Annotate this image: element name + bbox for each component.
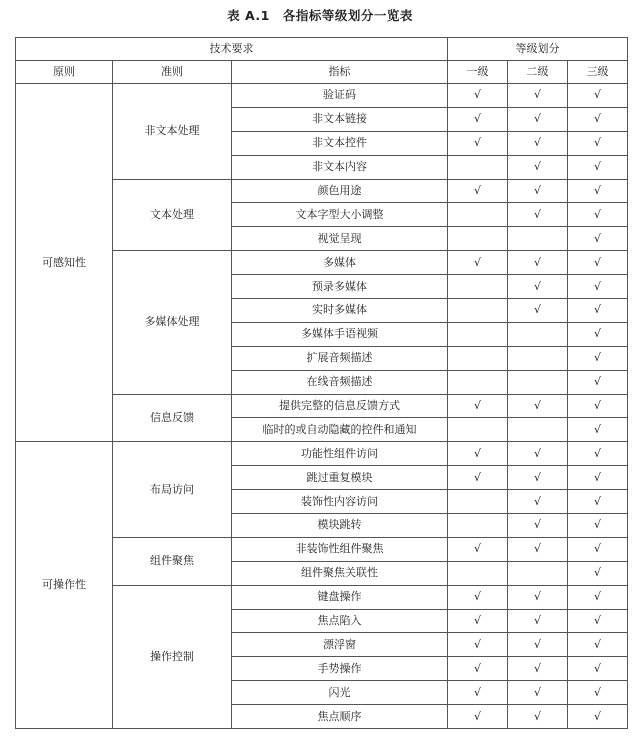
check-mark-icon: √ [533,279,541,293]
level-3-cell [568,346,628,370]
level-2-cell [508,84,568,108]
indicator-cell: 手势操作 [232,657,448,681]
check-mark-icon: √ [473,112,481,126]
guideline-cell: 文本处理 [113,179,232,251]
check-mark-icon: √ [473,255,481,269]
guideline-cell: 组件聚焦 [113,537,232,585]
level-2-cell [508,203,568,227]
level-3-cell [568,418,628,442]
check-mark-icon: √ [593,112,601,126]
level-2-cell [508,346,568,370]
level-2-cell [508,466,568,490]
table-row [16,84,628,108]
level-3-cell [568,155,628,179]
level-2-cell [508,251,568,275]
indicator-cell: 非文本控件 [232,131,448,155]
check-mark-icon: √ [593,184,601,197]
check-mark-icon: √ [473,637,481,651]
indicator-cell: 多媒体 [232,251,448,275]
level-3-cell [568,705,628,729]
level-1-cell [448,561,508,585]
guideline-cell: 操作控制 [113,585,232,728]
level-2-cell [508,107,568,131]
level-1-cell [448,466,508,490]
level-3-cell [568,299,628,323]
level-2-cell [508,179,568,203]
indicator-cell: 非文本链接 [232,107,448,131]
check-mark-icon: √ [593,709,601,723]
level-1-cell [448,537,508,561]
check-mark-icon: √ [533,661,541,675]
check-mark-icon: √ [533,112,541,126]
guideline-cell: 布局访问 [113,442,232,538]
indicator-cell: 焦点顺序 [232,705,448,729]
check-mark-icon: √ [533,184,541,197]
check-mark-icon: √ [533,303,541,317]
check-mark-icon: √ [593,399,601,413]
check-mark-icon: √ [593,590,601,604]
header-row-2 [16,61,628,84]
level-1-cell [448,418,508,442]
level-2-cell [508,657,568,681]
guideline-cell: 信息反馈 [113,394,232,442]
level-1-cell [448,322,508,346]
check-mark-icon: √ [593,136,601,150]
indicator-cell: 组件聚焦关联性 [232,561,448,585]
level-2-cell [508,585,568,609]
indicator-cell: 提供完整的信息反馈方式 [232,394,448,418]
level-2-cell [508,155,568,179]
check-mark-icon: √ [533,207,541,221]
check-mark-icon: √ [533,494,541,508]
level-3-cell [568,275,628,299]
check-mark-icon: √ [593,566,601,580]
indicator-cell: 临时的或自动隐藏的控件和通知 [232,418,448,442]
check-mark-icon: √ [533,614,541,628]
level-2-header: 二级 [508,61,568,84]
check-mark-icon: √ [473,184,481,197]
level-2-cell [508,418,568,442]
indicator-cell: 非装饰性组件聚焦 [232,537,448,561]
indicator-cell: 实时多媒体 [232,299,448,323]
check-mark-icon: √ [533,160,541,174]
level-2-cell [508,561,568,585]
guideline-header: 准则 [113,61,232,84]
level-2-cell [508,227,568,251]
level-3-cell [568,322,628,346]
check-mark-icon: √ [533,685,541,699]
level-1-cell [448,346,508,370]
level-1-cell [448,442,508,466]
check-mark-icon: √ [473,661,481,675]
check-mark-icon: √ [473,590,481,604]
check-mark-icon: √ [533,446,541,460]
check-mark-icon: √ [593,88,601,102]
level-2-cell [508,131,568,155]
indicator-cell: 扩展音频描述 [232,346,448,370]
check-mark-icon: √ [473,470,481,484]
level-3-cell [568,203,628,227]
level-1-cell [448,585,508,609]
level-1-cell [448,131,508,155]
check-mark-icon: √ [593,255,601,269]
level-1-cell [448,203,508,227]
level-1-cell [448,251,508,275]
check-mark-icon: √ [593,422,601,436]
level-3-cell [568,490,628,514]
level-1-cell [448,681,508,705]
level-table [15,37,628,729]
principle-cell: 可感知性 [16,84,113,442]
level-2-cell [508,299,568,323]
check-mark-icon: √ [533,542,541,556]
level-2-cell [508,490,568,514]
level-1-cell [448,227,508,251]
check-mark-icon: √ [533,399,541,413]
check-mark-icon: √ [593,375,601,389]
level-1-cell [448,394,508,418]
level-3-cell [568,561,628,585]
level-3-cell [568,251,628,275]
guideline-cell: 多媒体处理 [113,251,232,394]
indicator-cell: 键盘操作 [232,585,448,609]
check-mark-icon: √ [593,685,601,699]
level-3-cell [568,537,628,561]
level-3-cell [568,681,628,705]
level-2-cell [508,514,568,538]
level-3-cell [568,442,628,466]
level-1-cell [448,657,508,681]
check-mark-icon: √ [593,614,601,628]
guideline-cell: 非文本处理 [113,84,232,180]
check-mark-icon: √ [593,518,601,532]
level-1-cell [448,633,508,657]
check-mark-icon: √ [593,446,601,460]
level-2-cell [508,442,568,466]
indicator-cell: 文本字型大小调整 [232,203,448,227]
check-mark-icon: √ [473,614,481,628]
level-3-cell [568,131,628,155]
indicator-header: 指标 [232,61,448,84]
level-2-cell [508,394,568,418]
indicator-cell: 焦点陷入 [232,609,448,633]
level-3-header: 三级 [568,61,628,84]
check-mark-icon: √ [593,351,601,365]
indicator-cell: 颜色用途 [232,179,448,203]
check-mark-icon: √ [593,470,601,484]
check-mark-icon: √ [593,494,601,508]
level-3-cell [568,633,628,657]
check-mark-icon: √ [533,136,541,150]
level-2-cell [508,370,568,394]
level-1-cell [448,84,508,108]
tech-req-header: 技术要求 [16,38,448,61]
level-3-cell [568,107,628,131]
indicator-cell: 多媒体手语视频 [232,322,448,346]
level-3-cell [568,657,628,681]
check-mark-icon: √ [473,136,481,150]
check-mark-icon: √ [533,590,541,604]
level-2-cell [508,275,568,299]
level-1-cell [448,179,508,203]
indicator-cell: 功能性组件访问 [232,442,448,466]
indicator-cell: 视觉呈现 [232,227,448,251]
level-div-header: 等级划分 [448,38,628,61]
check-mark-icon: √ [533,518,541,532]
check-mark-icon: √ [593,160,601,174]
indicator-cell: 模块跳转 [232,514,448,538]
level-3-cell [568,394,628,418]
level-1-cell [448,490,508,514]
check-mark-icon: √ [533,637,541,651]
check-mark-icon: √ [593,542,601,556]
level-3-cell [568,179,628,203]
check-mark-icon: √ [473,446,481,460]
check-mark-icon: √ [593,279,601,293]
indicator-cell: 非文本内容 [232,155,448,179]
check-mark-icon: √ [593,207,601,221]
level-1-cell [448,107,508,131]
level-3-cell [568,84,628,108]
level-1-cell [448,514,508,538]
indicator-cell: 验证码 [232,84,448,108]
check-mark-icon: √ [473,709,481,723]
check-mark-icon: √ [473,88,481,102]
check-mark-icon: √ [593,231,601,245]
level-1-cell [448,609,508,633]
level-1-cell [448,370,508,394]
check-mark-icon: √ [533,88,541,102]
level-1-cell [448,275,508,299]
indicator-cell: 在线音频描述 [232,370,448,394]
level-2-cell [508,322,568,346]
check-mark-icon: √ [593,303,601,317]
indicator-cell: 闪光 [232,681,448,705]
level-3-cell [568,227,628,251]
level-1-cell [448,299,508,323]
level-1-cell [448,705,508,729]
check-mark-icon: √ [593,661,601,675]
indicator-cell: 漂浮窗 [232,633,448,657]
level-1-header: 一级 [448,61,508,84]
check-mark-icon: √ [473,399,481,413]
check-mark-icon: √ [593,327,601,341]
principle-header: 原则 [16,61,113,84]
check-mark-icon: √ [473,542,481,556]
indicator-cell: 预录多媒体 [232,275,448,299]
level-2-cell [508,681,568,705]
check-mark-icon: √ [473,685,481,699]
indicator-cell: 跳过重复模块 [232,466,448,490]
table-row [16,442,628,466]
level-2-cell [508,633,568,657]
level-3-cell [568,514,628,538]
check-mark-icon: √ [533,709,541,723]
level-3-cell [568,609,628,633]
indicator-cell: 装饰性内容访问 [232,490,448,514]
level-2-cell [508,705,568,729]
check-mark-icon: √ [533,255,541,269]
principle-cell: 可操作性 [16,442,113,729]
level-3-cell [568,585,628,609]
level-3-cell [568,466,628,490]
check-mark-icon: √ [593,637,601,651]
table-title: 表 A.1 各指标等级划分一览表 [227,8,413,23]
level-3-cell [568,370,628,394]
level-1-cell [448,155,508,179]
level-2-cell [508,609,568,633]
header-row-1 [16,38,628,61]
level-2-cell [508,537,568,561]
check-mark-icon: √ [533,470,541,484]
